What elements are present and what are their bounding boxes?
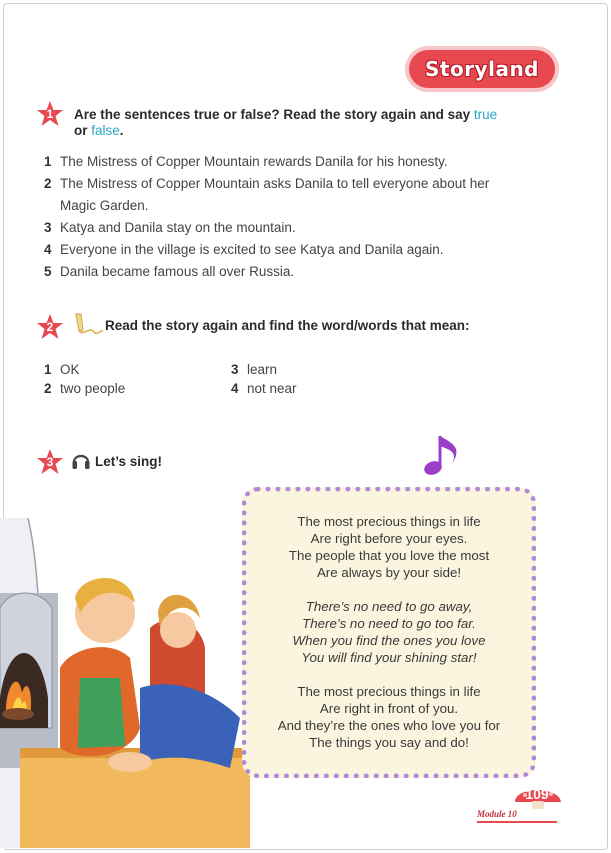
exercise-1-number: 1	[36, 100, 64, 128]
module-label: Module 10	[477, 809, 517, 819]
page-number-badge	[513, 780, 563, 810]
music-note-icon	[420, 430, 468, 480]
song-stanza-3: The most precious things in life Are right in front of you. And they’re the ones who love you for The things you say and do!	[277, 684, 501, 750]
exercise-2-column-left	[44, 360, 125, 398]
storyland-badge	[409, 50, 555, 88]
footer-rule	[477, 821, 557, 823]
exercise-3-instruction: Let’s sing!	[95, 454, 163, 469]
list-item: 1 The Mistress of Copper Mountain rewards Danila for his honesty.	[44, 154, 448, 169]
exercise-2-instruction: Read the story again and find the word/words that mean:	[105, 318, 470, 333]
list-item: 2 two people	[44, 381, 126, 396]
exercise-3-number: 3	[36, 448, 64, 476]
list-item: 1 OK	[44, 362, 80, 377]
list-item: 3 learn	[231, 362, 278, 377]
badge-label: Storyland	[424, 57, 539, 81]
song-stanza-1: The most precious things in life Are right before your eyes. The people that you love the most Are always by your side!	[288, 514, 490, 580]
list-item: 5 Danila became famous all over Russia.	[44, 264, 295, 279]
word-false: false	[91, 123, 120, 138]
headphones-icon	[71, 449, 91, 471]
list-item: 4 not near	[231, 381, 297, 396]
exercise-2-column-right	[231, 360, 297, 398]
storybook-illustration	[0, 518, 250, 848]
song-stanza-2-chorus: There’s no need to go away, There’s no need to go too far. When you find the ones you love You will find your shining star!	[292, 599, 486, 665]
list-item: 2 The Mistress of Copper Mountain asks Danila to tell everyone about her	[44, 176, 490, 191]
exercise-1-instruction: Are the sentences true or false? Read the story again and say true or false.	[74, 107, 498, 138]
song-lyrics	[242, 513, 536, 768]
pencil-writing-icon	[72, 312, 104, 338]
page-number: 109	[525, 786, 549, 802]
exercise-2-number: 2	[36, 313, 64, 341]
word-true: true	[473, 107, 498, 122]
list-item: 4 Everyone in the village is excited to see Katya and Danila again.	[44, 242, 444, 257]
exercise-1-list	[44, 151, 544, 283]
list-item-continuation: Magic Garden.	[60, 198, 149, 213]
list-item: 3 Katya and Danila stay on the mountain.	[44, 220, 296, 235]
